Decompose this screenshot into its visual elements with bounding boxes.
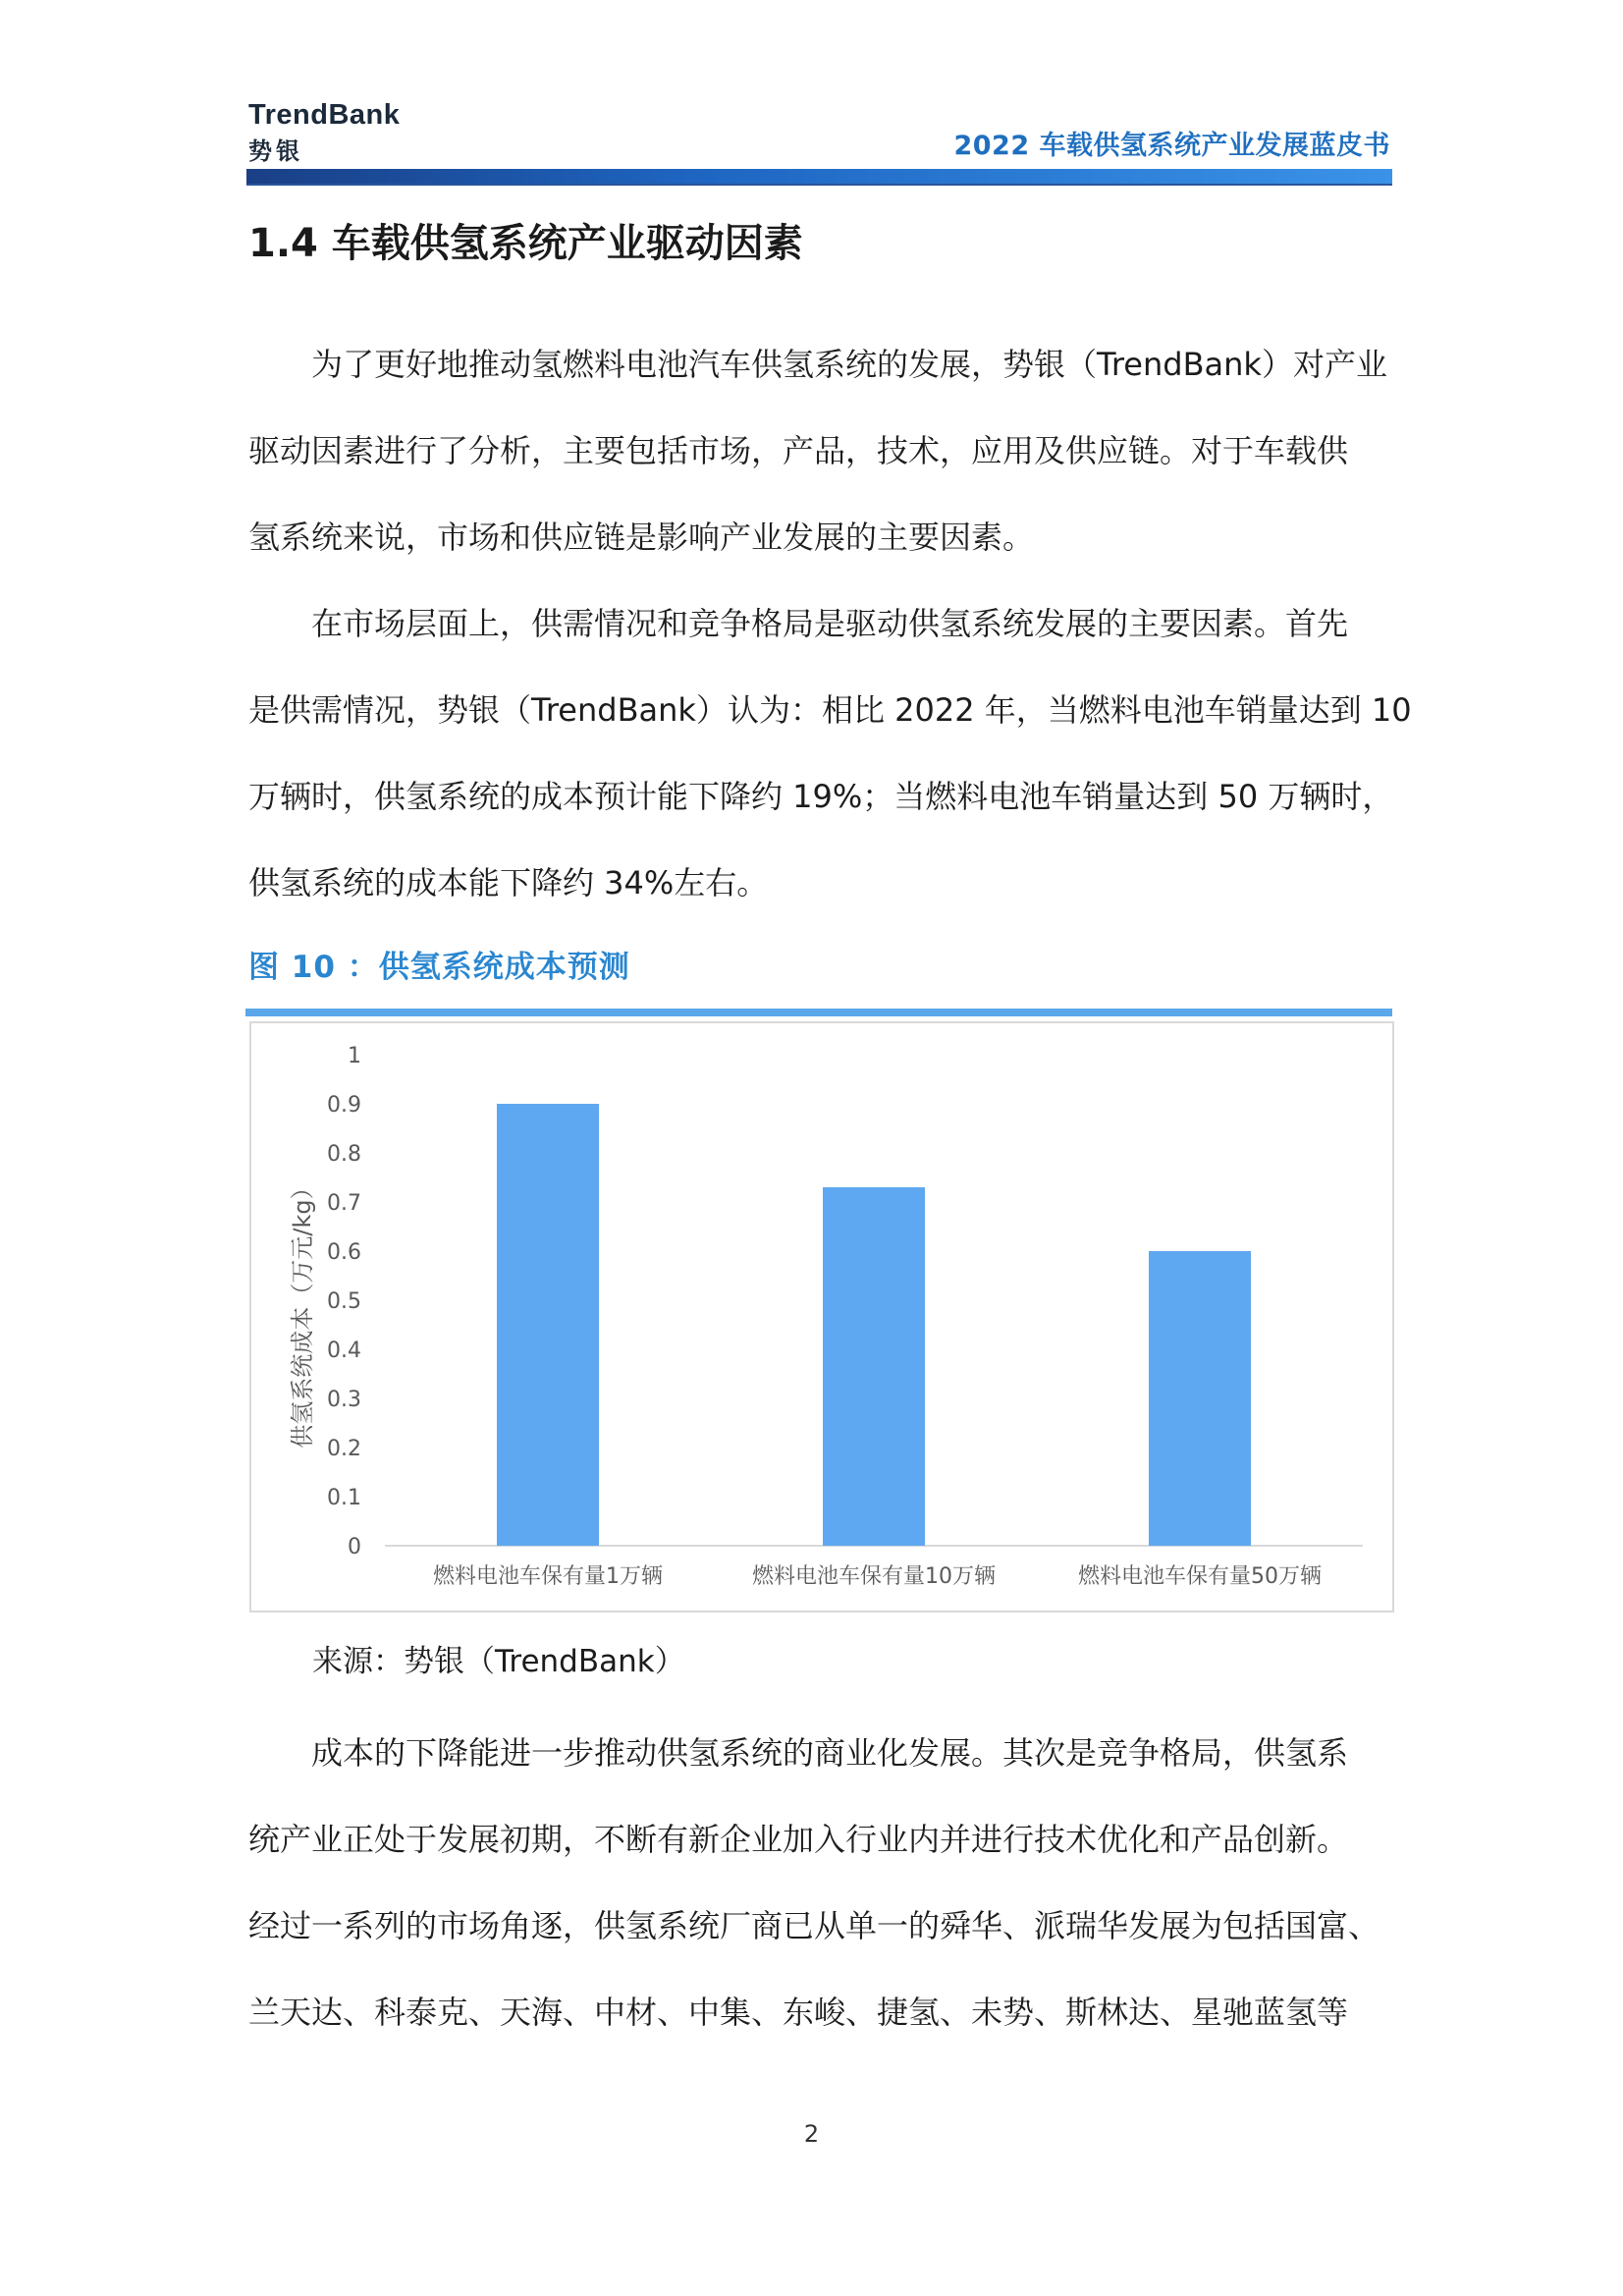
paragraph-line: 经过一系列的市场角逐，供氢系统厂商已从单一的舜华、派瑞华发展为包括国富、 <box>248 1907 1380 1944</box>
x-category-label: 燃料电池车保有量10万辆 <box>752 1564 996 1589</box>
paragraph-line: 万辆时，供氢系统的成本预计能下降约 19%；当燃料电池车销量达到 50 万辆时， <box>248 778 1394 815</box>
paragraph-3 <box>248 1710 1392 2055</box>
paragraph-line: 驱动因素进行了分析，主要包括市场，产品，技术，应用及供应链。对于车载供 <box>248 432 1349 469</box>
bar <box>1149 1251 1251 1546</box>
x-category-label: 燃料电池车保有量50万辆 <box>1078 1564 1322 1589</box>
logo-text-cn: 势银 <box>248 137 303 165</box>
paragraph-line: 是供需情况，势银（TrendBank）认为：相比 2022 年，当燃料电池车销量达到 10 <box>248 691 1412 729</box>
bar <box>823 1187 925 1546</box>
figure-rule <box>245 1009 1392 1016</box>
paragraph-line: 氢系统来说，市场和供应链是影响产业发展的主要因素。 <box>248 519 1035 556</box>
running-title: 2022 车载供氢系统产业发展蓝皮书 <box>953 131 1390 161</box>
section-heading: 1.4 车载供氢系统产业驱动因素 <box>248 221 803 266</box>
y-axis-title: 供氢系统成本（万元/kg） <box>289 1175 316 1449</box>
y-tick-label: 0 <box>348 1535 361 1559</box>
figure-caption: 图 10 ：供氢系统成本预测 <box>248 950 630 985</box>
y-tick-label: 0.4 <box>327 1339 361 1363</box>
y-tick-label: 0.6 <box>327 1240 361 1265</box>
paragraph-line: 统产业正处于发展初期，不断有新企业加入行业内并进行技术优化和产品创新。 <box>248 1821 1349 1858</box>
header-rule-thin <box>246 184 1392 186</box>
y-tick-label: 0.2 <box>327 1437 361 1461</box>
header-rule <box>246 169 1392 184</box>
figure-source: 来源：势银（TrendBank） <box>312 1644 685 1679</box>
y-tick-label: 1 <box>348 1044 361 1068</box>
x-category-label: 燃料电池车保有量1万辆 <box>433 1564 663 1589</box>
paragraph-line: 兰天达、科泰克、天海、中材、中集、东峻、捷氢、未势、斯林达、星驰蓝氢等 <box>248 1994 1349 2031</box>
paragraph-line: 为了更好地推动氢燃料电池汽车供氢系统的发展，势银（TrendBank）对产业 <box>311 346 1387 383</box>
chart-frame <box>249 1021 1394 1613</box>
paragraph-1 <box>248 321 1392 580</box>
paragraph-line: 成本的下降能进一步推动供氢系统的商业化发展。其次是竞争格局，供氢系 <box>311 1734 1349 1772</box>
logo-text-en: TrendBank <box>248 99 401 131</box>
y-tick-label: 0.9 <box>327 1093 361 1118</box>
y-tick-label: 0.1 <box>327 1486 361 1510</box>
paragraph-line: 供氢系统的成本能下降约 34%左右。 <box>248 864 769 902</box>
bar-chart <box>251 1023 1392 1611</box>
paragraph-2 <box>248 580 1412 926</box>
page-number: 2 <box>803 2120 820 2148</box>
y-tick-label: 0.5 <box>327 1289 361 1314</box>
y-tick-label: 0.3 <box>327 1388 361 1412</box>
y-tick-label: 0.8 <box>327 1142 361 1167</box>
y-tick-label: 0.7 <box>327 1191 361 1216</box>
bar <box>497 1104 599 1546</box>
paragraph-line: 在市场层面上，供需情况和竞争格局是驱动供氢系统发展的主要因素。首先 <box>311 605 1349 642</box>
